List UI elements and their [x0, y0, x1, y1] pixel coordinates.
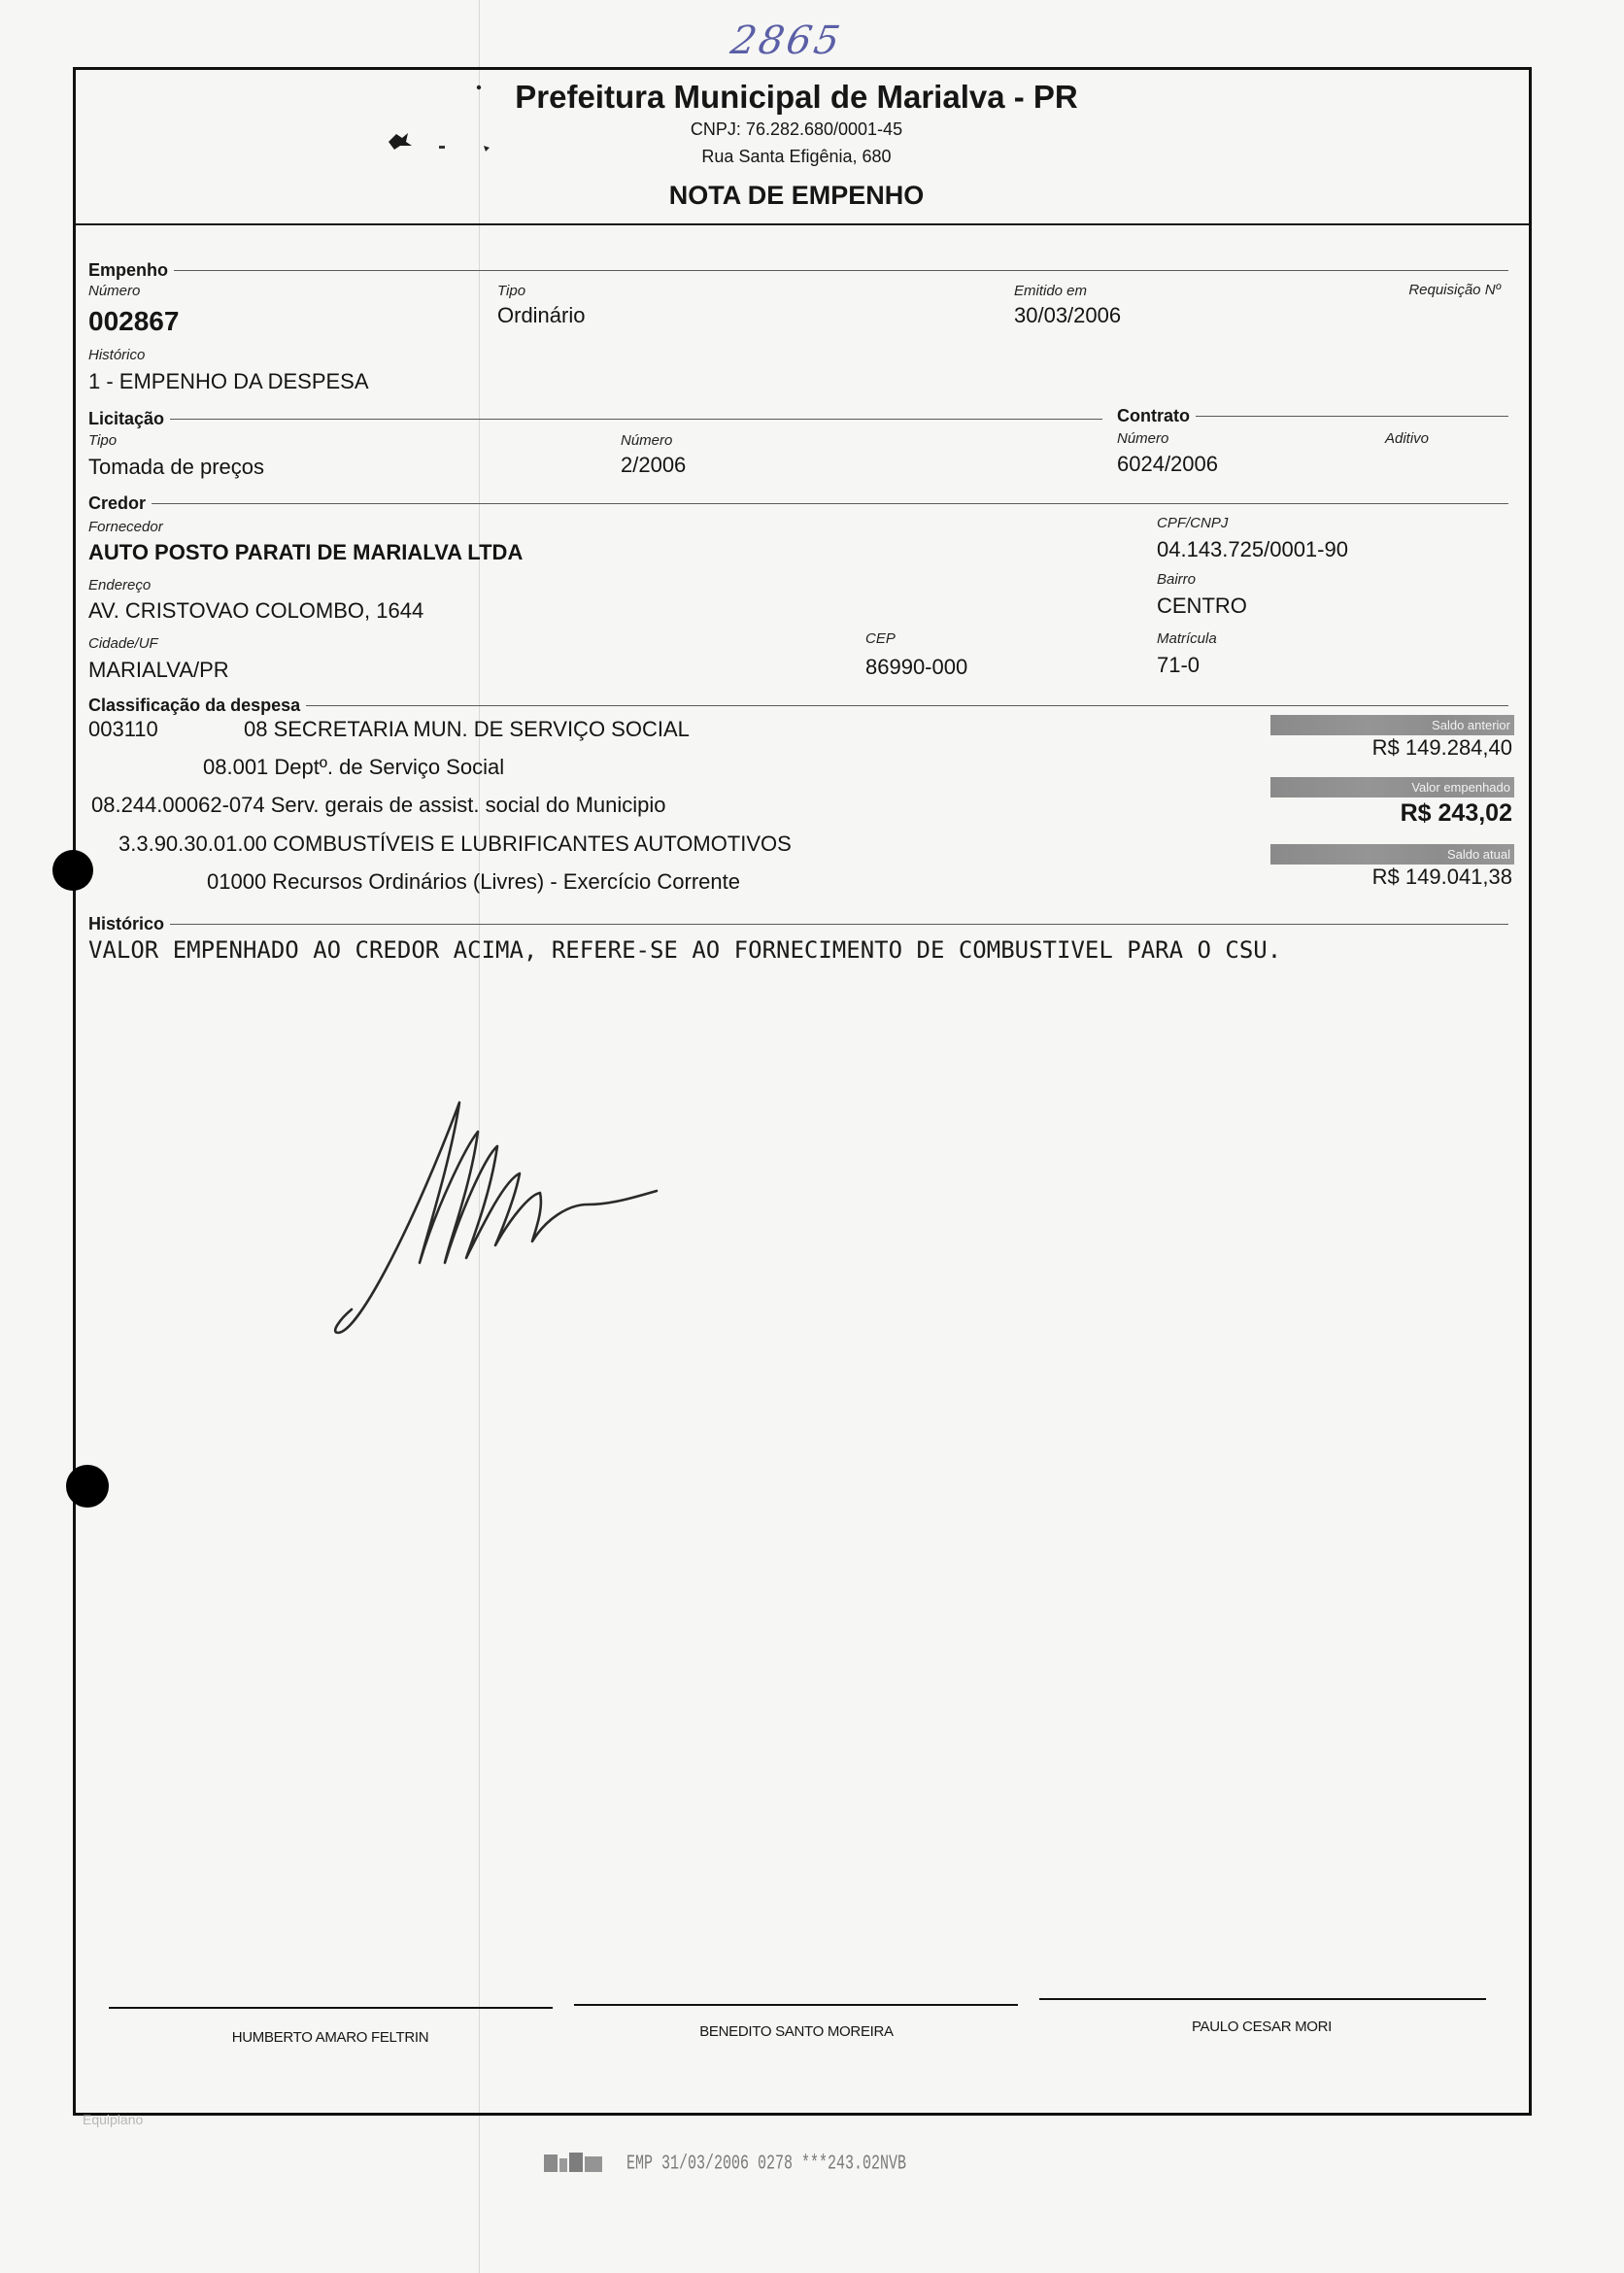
- page-title: Prefeitura Municipal de Marialva - PR: [515, 79, 1078, 115]
- signature-line: [574, 2004, 1018, 2006]
- cidade-label: Cidade/UF: [88, 635, 158, 652]
- cpf-cnpj-value: 04.143.725/0001-90: [1157, 537, 1348, 561]
- section-rule: [152, 503, 1508, 504]
- bairro-label: Bairro: [1157, 571, 1197, 588]
- empenho-section-header: [88, 260, 1508, 280]
- empenho-tipo: Ordinário: [497, 303, 586, 327]
- bairro-value: CENTRO: [1157, 594, 1247, 618]
- licitacao-section-header: [88, 409, 1102, 428]
- historico-section-header: [88, 914, 1508, 933]
- signatory-name: BENEDITO SANTO MOREIRA: [699, 2023, 894, 2040]
- endereco-label: Endereço: [88, 577, 152, 594]
- signature-line: [1039, 1998, 1486, 2000]
- empenho-tipo-label: Tipo: [497, 283, 526, 299]
- signature-line: [109, 2007, 553, 2009]
- licitacao-section-label: Licitação: [88, 409, 165, 428]
- empenho-numero-label: Número: [88, 283, 141, 299]
- saldo-atual-value: R$ 149.041,38: [1371, 865, 1512, 889]
- punch-hole: [66, 1465, 109, 1508]
- historico-text: VALOR EMPENHADO AO CREDOR ACIMA, REFERE-SE AO FORNECIMENTO DE COMBUSTIVEL PARA O CSU.: [88, 936, 1282, 964]
- bank-stamp-logo-icon: [544, 2151, 604, 2176]
- empenho-section-label: Empenho: [88, 260, 169, 280]
- software-watermark: Equiplano: [83, 2112, 144, 2127]
- emitido-em-label: Emitido em: [1014, 283, 1088, 299]
- cep-value: 86990-000: [865, 655, 968, 679]
- document-title: NOTA DE EMPENHO: [668, 181, 925, 210]
- saldo-atual-label: Saldo atual: [1270, 844, 1514, 865]
- matricula-value: 71-0: [1157, 653, 1201, 677]
- endereco-value: AV. CRISTOVAO COLOMBO, 1644: [88, 598, 424, 623]
- licitacao-numero: 2/2006: [621, 453, 687, 477]
- contrato-numero-label: Número: [1117, 430, 1169, 447]
- fornecedor-label: Fornecedor: [88, 519, 163, 535]
- historico-section-label: Histórico: [88, 914, 165, 933]
- punch-hole: [52, 850, 93, 891]
- valor-empenhado-value: R$ 243,02: [1400, 799, 1512, 827]
- emitido-em-date: 30/03/2006: [1014, 303, 1122, 327]
- classificacao-line: 08.244.00062-074 Serv. gerais de assist. social do Municipio: [91, 793, 666, 817]
- classificacao-section-label: Classificação da despesa: [88, 695, 301, 715]
- section-rule: [170, 924, 1508, 925]
- empenho-historico-label: Histórico: [88, 347, 146, 363]
- saldo-anterior-value: R$ 149.284,40: [1371, 735, 1512, 760]
- handwritten-page-number: 2865: [727, 18, 846, 63]
- classificacao-line: 3.3.90.30.01.00 COMBUSTÍVEIS E LUBRIFICANTES AUTOMOTIVOS: [118, 831, 792, 856]
- section-rule: [1196, 416, 1508, 417]
- fornecedor-name: AUTO POSTO PARATI DE MARIALVA LTDA: [88, 540, 524, 564]
- signatory-name: PAULO CESAR MORI: [1191, 2019, 1333, 2035]
- credor-section-header: [88, 493, 1508, 513]
- empenho-numero: 002867: [88, 306, 180, 336]
- classificacao-codigo: 003110: [88, 717, 158, 741]
- contrato-section-label: Contrato: [1117, 406, 1190, 425]
- section-rule: [306, 705, 1508, 706]
- licitacao-numero-label: Número: [621, 432, 673, 449]
- section-rule: [170, 419, 1102, 420]
- licitacao-tipo-label: Tipo: [88, 432, 118, 449]
- classificacao-section-header: [88, 695, 1508, 715]
- requisicao-label: Requisição Nº: [1408, 282, 1501, 298]
- contrato-numero: 6024/2006: [1117, 452, 1218, 476]
- valor-empenhado-label: Valor empenhado: [1270, 777, 1514, 797]
- credor-section-label: Credor: [88, 493, 147, 513]
- empenho-historico: 1 - EMPENHO DA DESPESA: [88, 369, 369, 393]
- licitacao-tipo: Tomada de preços: [88, 455, 264, 479]
- cidade-value: MARIALVA/PR: [88, 658, 229, 682]
- matricula-label: Matrícula: [1157, 630, 1217, 647]
- header-divider: [73, 223, 1532, 225]
- aditivo-label: Aditivo: [1385, 430, 1430, 447]
- section-rule: [174, 270, 1508, 271]
- classificacao-line: 08 SECRETARIA MUN. DE SERVIÇO SOCIAL: [244, 717, 690, 741]
- cpf-cnpj-label: CPF/CNPJ: [1157, 515, 1229, 531]
- signatory-name: HUMBERTO AMARO FELTRIN: [231, 2029, 429, 2046]
- classificacao-line: 01000 Recursos Ordinários (Livres) - Exercício Corrente: [207, 869, 740, 894]
- saldo-anterior-label: Saldo anterior: [1270, 715, 1514, 735]
- address-text: Rua Santa Efigênia, 680: [701, 147, 892, 166]
- cep-label: CEP: [865, 630, 896, 647]
- cnpj-text: CNPJ: 76.282.680/0001-45: [690, 119, 903, 139]
- classificacao-line: 08.001 Deptº. de Serviço Social: [203, 755, 505, 779]
- contrato-section-header: [1117, 406, 1508, 425]
- bank-authentication-stamp: EMP 31/03/2006 0278 ***243.02NVB: [626, 2152, 907, 2176]
